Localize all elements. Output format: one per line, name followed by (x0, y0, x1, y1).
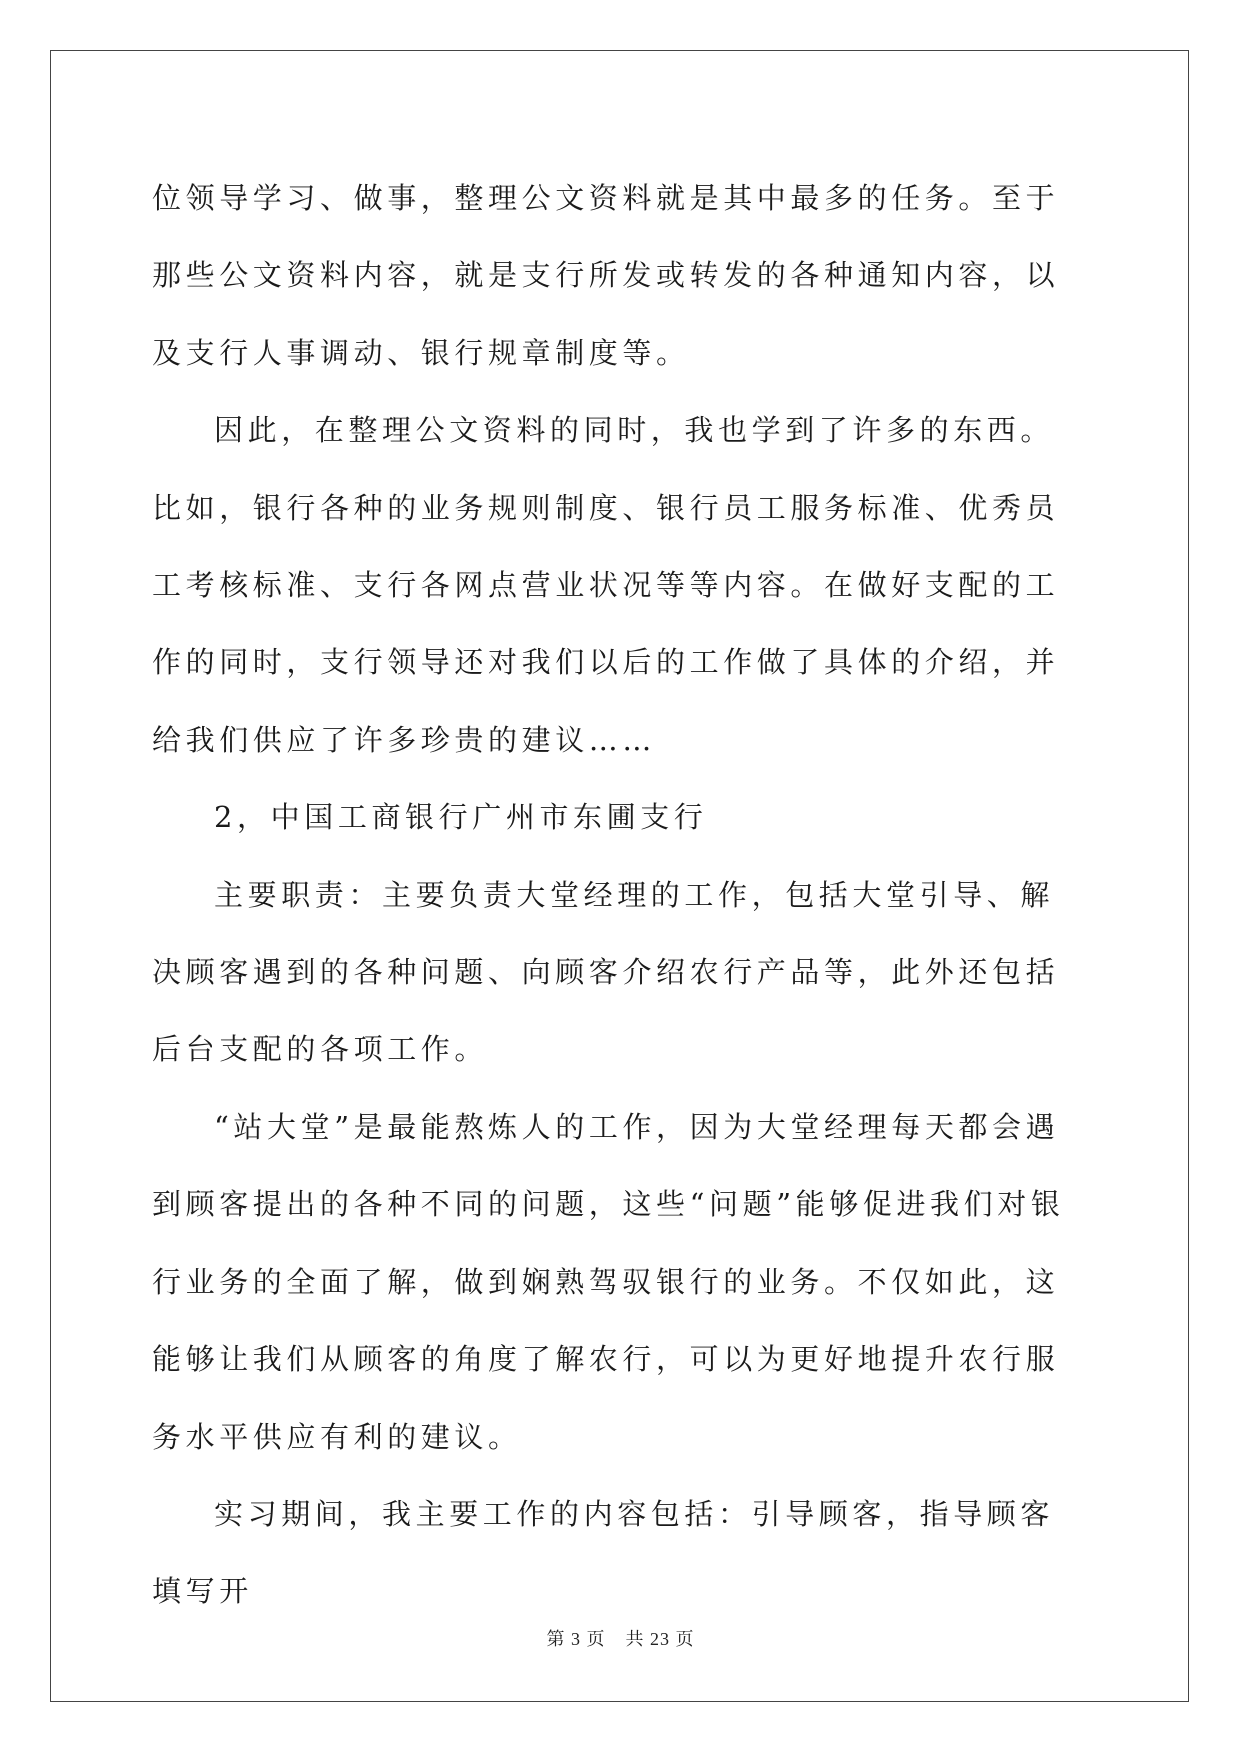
paragraph-2: 因此，在整理公文资料的同时，我也学到了许多的东西。比如，银行各种的业务规则制度、银行员工服务标准、优秀员工考核标准、支行各网点营业状况等等内容。在做好支配的工作的同时，支行领导还对我们以后的工作做了具体的介绍，并给我们供应了许多珍贵的建议…… (152, 413, 1060, 757)
page-number: 第 3 页 (546, 1629, 606, 1649)
paragraph-5: 实习期间，我主要工作的内容包括：引导顾客，指导顾客填写开 (152, 1496, 1055, 1609)
paragraph-4: “站大堂”是最能熬炼人的工作，因为大堂经理每天都会遇到顾客提出的各种不同的问题，这些“问题”能够促进我们对银行业务的全面了解，做到娴熟驾驭银行的业务。不仅如此，这能够让我们从顾客的角度了解农行，可以为更好地提升农行服务水平供应有利的建议。 (152, 1109, 1065, 1454)
paragraph-1: 位领导学习、做事，整理公文资料就是其中最多的任务。至于那些公文资料内容，就是支行所发或转发的各种通知内容，以及支行人事调动、银行规章制度等。 (152, 181, 1060, 370)
total-pages: 共 23 页 (625, 1629, 695, 1649)
section-heading: 2，中国工商银行广州市东圃支行 (214, 800, 708, 835)
page-footer (0, 1625, 1241, 1651)
paragraph-3: 主要职责：主要负责大堂经理的工作，包括大堂引导、解决顾客遇到的各种问题、向顾客介绍农行产品等，此外还包括后台支配的各项工作。 (152, 877, 1060, 1067)
document-body (152, 160, 1087, 1631)
